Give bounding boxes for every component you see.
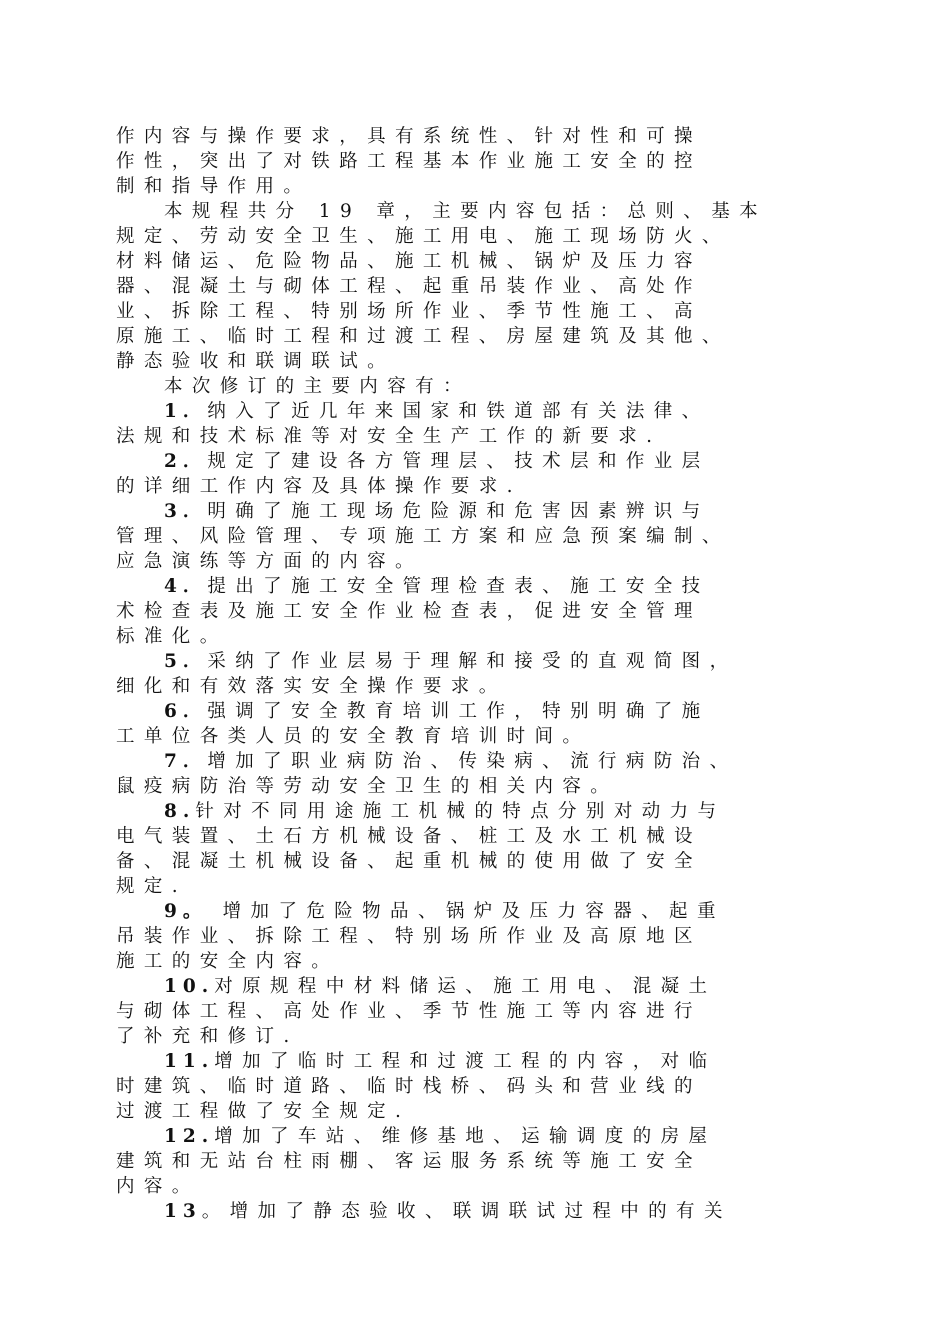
text-line: [116, 849, 856, 875]
line-text: 鼠疫病防治等劳动安全卫生的相关内容。: [116, 776, 619, 797]
item-number: 8.: [164, 801, 196, 822]
text-line: [116, 1024, 856, 1050]
line-text: 内容。: [116, 1176, 200, 1197]
text-line: [116, 1099, 856, 1125]
line-text: 法规和技术标准等对安全生产工作的新要求.: [116, 426, 662, 447]
line-text: 建筑和无站台柱雨棚、客运服务系统等施工安全: [116, 1151, 702, 1172]
line-text: 了补充和修订.: [116, 1026, 299, 1047]
line-text: 细化和有效落实安全操作要求。: [116, 676, 507, 697]
list-item: [164, 899, 904, 925]
line-text: 标准化。: [116, 626, 228, 647]
text-line: [164, 199, 904, 225]
line-text: 增加了危险物品、锅炉及压力容器、起重: [207, 901, 725, 922]
line-text: 电气装置、土石方机械设备、桩工及水工机械设: [116, 826, 702, 847]
line-text: 施工的安全内容。: [116, 951, 340, 972]
list-item: [164, 749, 904, 775]
text-line: [116, 599, 856, 625]
text-line: [116, 299, 856, 325]
item-number: 4．: [164, 576, 208, 597]
line-text: 明确了施工现场危险源和危害因素辨识与: [207, 501, 710, 522]
line-text: 制和指导作用。: [116, 176, 312, 197]
list-item: [164, 974, 904, 1000]
item-number: 10.: [164, 976, 215, 997]
line-text: 增加了职业病防治、传染病、流行病防治、: [207, 751, 738, 772]
text-line: [164, 374, 904, 400]
line-text: 作性，突出了对铁路工程基本作业施工安全的控: [116, 151, 702, 172]
text-line: [116, 949, 856, 975]
line-text: 增加了车站、维修基地、运输调度的房屋: [214, 1126, 717, 1147]
text-line: [116, 549, 856, 575]
text-line: [116, 224, 856, 250]
line-text: 原施工、临时工程和过渡工程、房屋建筑及其他、: [116, 326, 730, 347]
text-line: [116, 174, 856, 200]
item-number: 6．: [164, 701, 208, 722]
line-text: 提出了施工安全管理检查表、施工安全技: [207, 576, 710, 597]
text-line: [116, 249, 856, 275]
list-item: [164, 399, 904, 425]
line-text: 管理、风险管理、专项施工方案和应急预案编制、: [116, 526, 730, 547]
text-line: [116, 924, 856, 950]
line-text: 本次修订的主要内容有：: [164, 376, 471, 397]
line-text: 备、混凝土机械设备、起重机械的使用做了安全: [116, 851, 702, 872]
text-line: [116, 1149, 856, 1175]
line-text: 针对不同用途施工机械的特点分别对动力与: [195, 801, 726, 822]
line-text: 。增加了静态验收、联调联试过程中的有关: [201, 1201, 732, 1222]
list-item: [164, 574, 904, 600]
list-item: [164, 499, 904, 525]
list-item: [164, 699, 904, 725]
text-line: [116, 999, 856, 1025]
line-text: 对原规程中材料储运、施工用电、混凝土: [214, 976, 717, 997]
text-line: [116, 474, 856, 500]
list-item: [164, 1049, 904, 1075]
item-number: 5．: [164, 651, 208, 672]
item-number: 3．: [164, 501, 208, 522]
line-text: 采纳了作业层易于理解和接受的直观简图，: [207, 651, 738, 672]
line-text: 规定.: [116, 876, 188, 897]
item-number: 7．: [164, 751, 208, 772]
line-text: 增加了临时工程和过渡工程的内容，对临: [214, 1051, 717, 1072]
list-item: [164, 799, 904, 825]
text-line: [116, 424, 856, 450]
list-item: [164, 1124, 904, 1150]
line-text: 强调了安全教育培训工作，特别明确了施: [207, 701, 710, 722]
line-text: 规定、劳动安全卫生、施工用电、施工现场防火、: [116, 226, 730, 247]
line-text: 业、拆除工程、特别场所作业、季节性施工、高: [116, 301, 702, 322]
line-text: 与砌体工程、高处作业、季节性施工等内容进行: [116, 1001, 702, 1022]
text-line: [116, 674, 856, 700]
list-item: [164, 1199, 904, 1225]
line-text: 术检查表及施工安全作业检查表，促进安全管理: [116, 601, 702, 622]
line-text: 的详细工作内容及具体操作要求.: [116, 476, 522, 497]
text-line: [116, 1074, 856, 1100]
text-line: [116, 124, 856, 150]
text-line: [116, 274, 856, 300]
line-text: 器、混凝土与砌体工程、起重吊装作业、高处作: [116, 276, 702, 297]
text-line: [116, 149, 856, 175]
text-line: [116, 624, 856, 650]
item-number: 1．: [164, 401, 208, 422]
text-line: [116, 874, 856, 900]
line-text: 吊装作业、拆除工程、特别场所作业及高原地区: [116, 926, 702, 947]
line-text: 规定了建设各方管理层、技术层和作业层: [207, 451, 710, 472]
line-text: 应急演练等方面的内容。: [116, 551, 423, 572]
line-text: 过渡工程做了安全规定.: [116, 1101, 411, 1122]
line-text: 工单位各类人员的安全教育培训时间。: [116, 726, 591, 747]
list-item: [164, 649, 904, 675]
text-line: [116, 524, 856, 550]
item-number: 13: [164, 1201, 202, 1222]
text-line: [116, 324, 856, 350]
line-text: 本规程共分 19 章，主要内容包括：总则、基本: [164, 201, 768, 222]
item-number: 12.: [164, 1126, 215, 1147]
line-text: 时建筑、临时道路、临时栈桥、码头和营业线的: [116, 1076, 702, 1097]
line-text: 材料储运、危险物品、施工机械、锅炉及压力容: [116, 251, 702, 272]
text-line: [116, 824, 856, 850]
line-text: 纳入了近几年来国家和铁道部有关法律、: [207, 401, 710, 422]
text-line: [116, 349, 856, 375]
list-item: [164, 449, 904, 475]
text-line: [116, 1174, 856, 1200]
text-line: [116, 774, 856, 800]
item-number: 2．: [164, 451, 208, 472]
line-text: 作内容与操作要求，具有系统性、针对性和可操: [116, 126, 702, 147]
line-text: 静态验收和联调联试。: [116, 351, 396, 372]
item-number: 11.: [164, 1051, 215, 1072]
text-line: [116, 724, 856, 750]
item-number: 9。: [164, 901, 208, 922]
